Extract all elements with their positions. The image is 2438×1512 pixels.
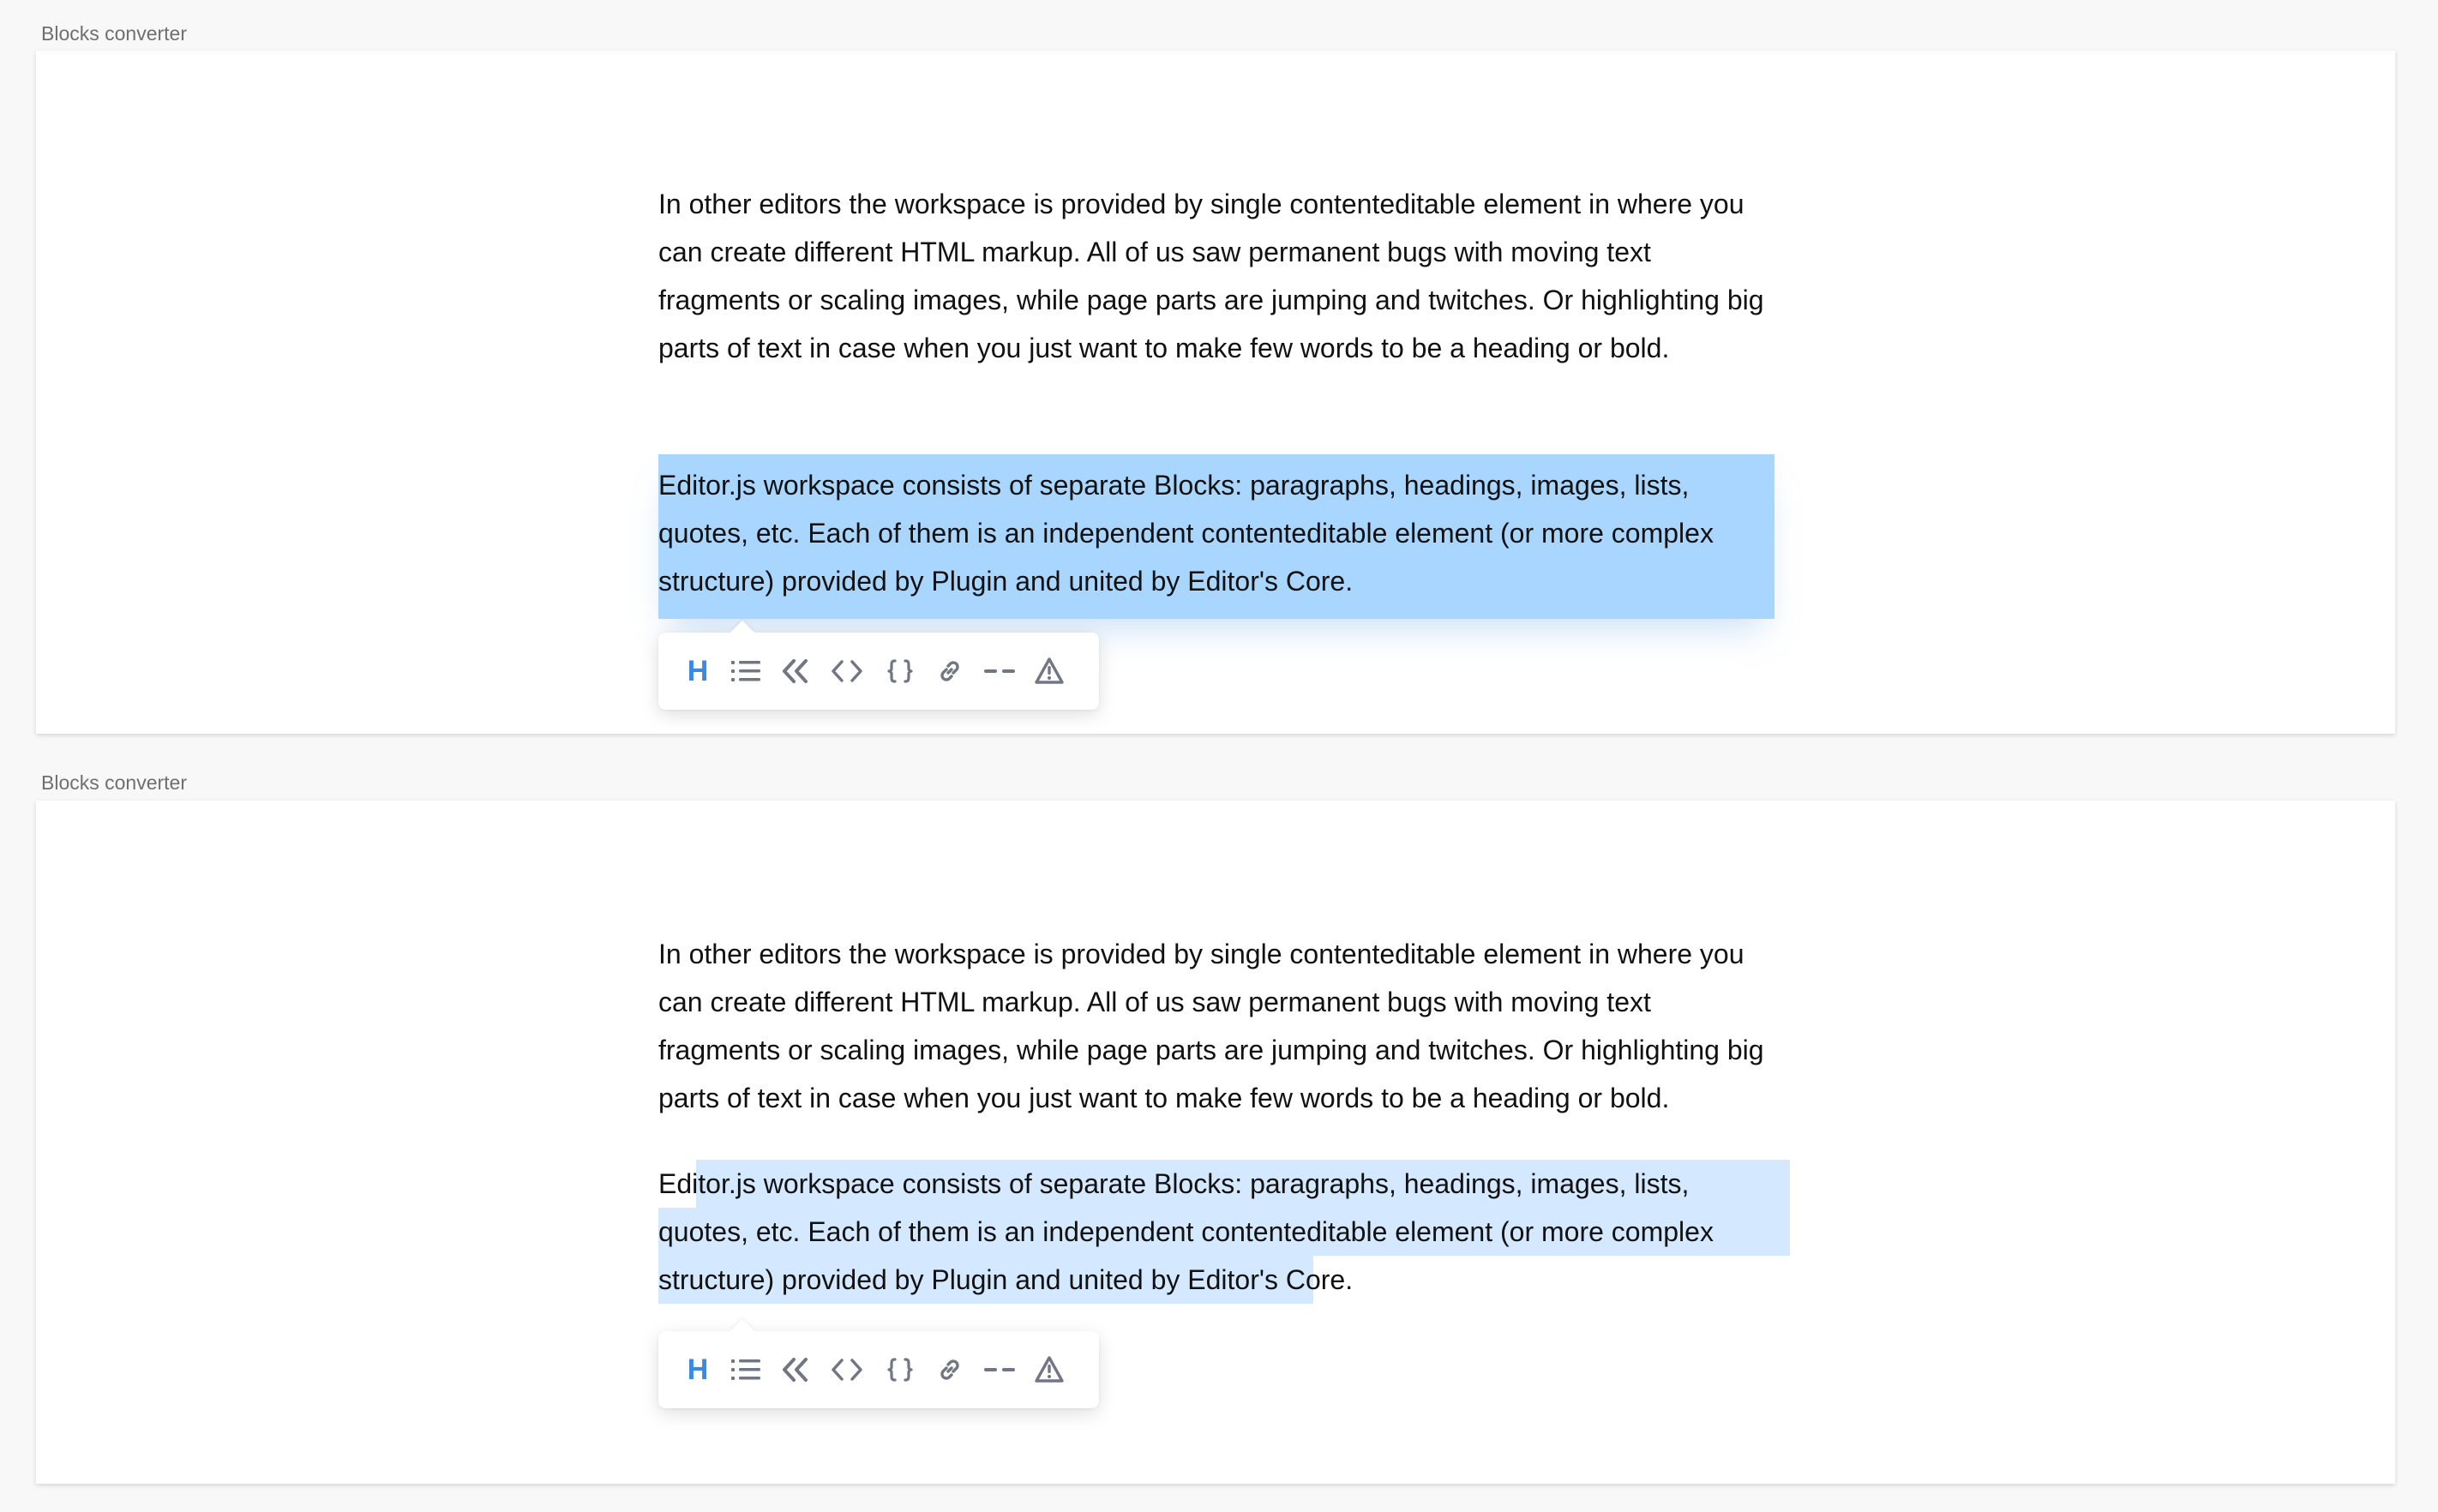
delimiter-tool-button[interactable] — [984, 1354, 1015, 1385]
list-tool-button[interactable] — [730, 1354, 761, 1385]
list-icon — [731, 659, 760, 683]
quote-tool-button[interactable] — [780, 656, 811, 687]
quote-icon — [782, 1357, 809, 1383]
code-tool-button[interactable] — [832, 656, 862, 687]
heading-tool-button[interactable] — [682, 656, 713, 687]
editor-card — [36, 801, 2395, 1484]
heading-icon: H — [687, 655, 709, 687]
toolbar-caret — [730, 621, 754, 645]
conversion-toolbar — [658, 633, 1099, 710]
link-tool-button[interactable] — [934, 656, 965, 687]
paragraph-block[interactable]: In other editors the workspace is provided by single contenteditable element in where you can create different HTML markup. All of us saw permanent bugs with moving text fragments or scaling images, while page parts are jumping and twitches. Or highlighting big parts of text in case when you just want to make few words to be a heading or bold. — [658, 189, 1764, 363]
paragraph-block-selected[interactable]: Editor.js workspace consists of separate Blocks: paragraphs, headings, images, lists, quotes, etc. Each of them is an independent contenteditable element (or more complex structure) provided by Plugin and united by Editor's Core. — [658, 470, 1714, 597]
code-icon — [832, 1358, 862, 1382]
link-tool-button[interactable] — [934, 1354, 965, 1385]
warning-icon — [1034, 1355, 1065, 1384]
demo-title: Blocks converter — [41, 22, 188, 45]
quote-icon — [782, 658, 809, 684]
heading-tool-button[interactable] — [682, 1354, 713, 1385]
delimiter-icon — [984, 1365, 1015, 1374]
raw-html-tool-button[interactable] — [885, 656, 916, 687]
warning-tool-button[interactable] — [1034, 1354, 1065, 1385]
toolbar-caret — [730, 1319, 754, 1343]
paragraph-block[interactable]: In other editors the workspace is provided by single contenteditable element in where you can create different HTML markup. All of us saw permanent bugs with moving text fragments or scaling images, while page parts are jumping and twitches. Or highlighting big parts of text in case when you just want to make few words to be a heading or bold. — [658, 939, 1764, 1113]
raw-html-icon — [887, 1357, 913, 1383]
delimiter-tool-button[interactable] — [984, 656, 1015, 687]
paragraph-block[interactable]: Editor.js workspace consists of separate Blocks: paragraphs, headings, images, lists, quotes, etc. Each of them is an independent contenteditable element (or more complex structure) provided by Plugin and united by Editor's Core. — [658, 1168, 1714, 1295]
conversion-toolbar — [658, 1331, 1099, 1408]
editor-card — [36, 51, 2395, 734]
list-icon — [731, 1358, 760, 1382]
list-tool-button[interactable] — [730, 656, 761, 687]
quote-tool-button[interactable] — [780, 1354, 811, 1385]
code-icon — [832, 659, 862, 683]
warning-icon — [1034, 657, 1065, 686]
raw-html-tool-button[interactable] — [885, 1354, 916, 1385]
demo-title: Blocks converter — [41, 771, 188, 794]
delimiter-icon — [984, 667, 1015, 675]
link-icon — [937, 1357, 963, 1383]
code-tool-button[interactable] — [832, 1354, 862, 1385]
warning-tool-button[interactable] — [1034, 656, 1065, 687]
link-icon — [937, 658, 963, 684]
raw-html-icon — [887, 658, 913, 684]
heading-icon: H — [687, 1353, 709, 1386]
